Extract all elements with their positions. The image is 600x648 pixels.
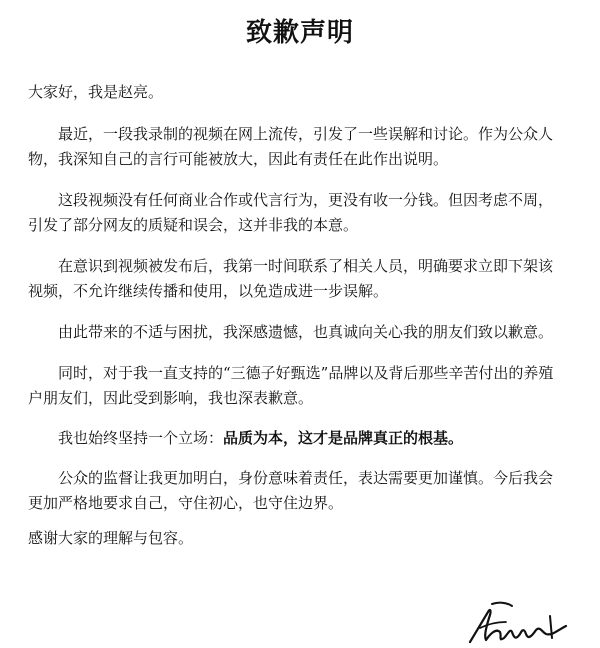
handwritten-signature xyxy=(462,598,572,648)
paragraph-4 xyxy=(28,320,576,345)
stance-paragraph xyxy=(28,426,576,451)
paragraph-line: 视频，不允许继续传播和使用，以免造成进一步误解。 xyxy=(28,282,389,300)
greeting-line: 大家好，我是赵亮。 xyxy=(28,83,164,101)
paragraph-line: 户朋友们，因此受到影响，我也深表歉意。 xyxy=(28,389,314,407)
paragraph-2 xyxy=(28,188,576,238)
paragraph-line: 最近，一段我录制的视频在网上流传，引发了一些误解和讨论。作为公众人 xyxy=(58,125,554,143)
paragraph-line: 由此带来的不适与困扰，我深感遗憾，也真诚向关心我的朋友们致以歉意。 xyxy=(58,323,554,341)
thanks xyxy=(28,526,576,551)
thanks-line: 感谢大家的理解与包容。 xyxy=(28,529,194,547)
paragraph-5 xyxy=(28,361,576,411)
paragraph-line: 更加严格地要求自己，守住初心，也守住边界。 xyxy=(28,494,344,512)
stance-prefix: 我也始终坚持一个立场： xyxy=(58,429,224,447)
page-title: 致歉声明 xyxy=(245,18,354,48)
paragraph-line: 引发了部分网友的质疑和误会，这并非我的本意。 xyxy=(28,216,359,234)
stance-bold-text: 品质为本，这才是品牌真正的根基。 xyxy=(223,429,464,447)
paragraph-line: 物，我深知自己的言行可能被放大，因此有责任在此作出说明。 xyxy=(28,150,449,168)
stance-line xyxy=(28,426,576,451)
paragraph-line: 在意识到视频被发布后，我第一时间联系了相关人员，明确要求立即下架该 xyxy=(58,257,554,275)
paragraph-line: 这段视频没有任何商业合作或代言行为，更没有收一分钱。但因考虑不周， xyxy=(58,191,554,209)
paragraph-1 xyxy=(28,122,576,172)
paragraph-line: 同时，对于我一直支持的“三德子好甄选”品牌以及背后那些辛苦付出的养殖 xyxy=(58,364,554,382)
closing-paragraph xyxy=(28,466,576,516)
greeting xyxy=(28,80,576,105)
paragraph-3 xyxy=(28,254,576,304)
paragraph-line: 公众的监督让我更加明白，身份意味着责任，表达需要更加谨慎。今后我会 xyxy=(58,469,554,487)
